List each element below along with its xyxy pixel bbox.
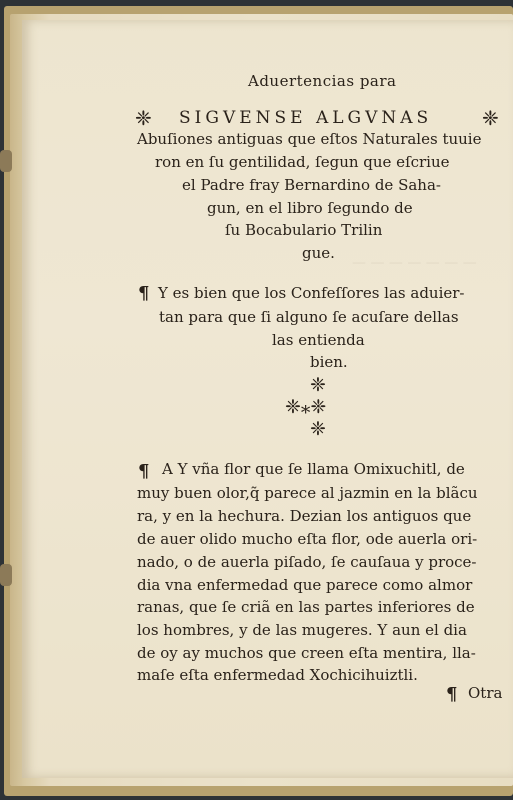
binding-tie-lower [0, 564, 12, 586]
body-line-1: A Y vña flor que ſe llama Omixuchitl, de [162, 460, 465, 478]
body-line-8: los hombres, y de las mugeres. Y aun el dia [137, 621, 467, 639]
flower-ornament-icon: ❈ [310, 418, 326, 440]
body-line-4: de auer olido mucho eſta flor, ode auerla ori- [137, 530, 478, 548]
running-header: Aduertencias para [248, 72, 397, 90]
intro-line-2: ron en ſu gentilidad, ſegun que eſcriue [155, 153, 450, 171]
flower-ornament-icon: ❈ [135, 106, 152, 130]
flower-ornament-icon: ❈ [310, 396, 327, 418]
paragraph-mark-icon: ¶ [138, 461, 150, 482]
intro-line-1: Abuſiones antiguas que eſtos Naturales tuuie [137, 130, 482, 148]
note-line-1: Y es bien que los Confeſſores las aduier- [158, 284, 465, 302]
note-line-4: bien. [310, 353, 348, 371]
bleed-through-shadow: — — — — — — — [352, 255, 477, 271]
body-line-2: muy buen olor,q̃ parece al jazmin en la blãcu [137, 484, 478, 502]
note-line-3: las entienda [272, 331, 365, 349]
body-line-5: nado, o de auerla piſado, ſe cauſaua y proce- [137, 553, 477, 571]
intro-line-3: el Padre fray Bernardino de Saha- [182, 176, 441, 194]
binding-tie-upper [0, 150, 12, 172]
catchword: Otra [468, 684, 503, 702]
flower-ornament-icon: ❈ [285, 396, 301, 418]
body-line-10: maſe eſta enfermedad Xochicihuiztli. [137, 666, 418, 684]
intro-line-5: ſu Bocabulario Trilin [225, 221, 383, 239]
body-line-9: de oy ay muchos que creen eſta mentira, lla- [137, 644, 476, 662]
intro-line-6: gue. [302, 244, 335, 262]
flower-ornament-icon: ❈ [482, 106, 499, 130]
body-line-3: ra, y en la hechura. Dezian los antiguos que [137, 507, 472, 525]
section-title: SIGVENSE ALGVNAS [179, 108, 433, 128]
paragraph-mark-icon: ¶ [446, 684, 458, 705]
book-page [22, 20, 513, 778]
paragraph-mark-icon: ¶ [138, 283, 150, 304]
intro-line-4: gun, en el libro ſegundo de [207, 199, 413, 217]
note-line-2: tan para que ſi alguno ſe acuſare dellas [159, 308, 459, 326]
star-ornament-icon: ⁎ [300, 396, 311, 418]
flower-ornament-icon: ❈ [310, 374, 326, 396]
body-line-6: dia vna enfermedad que parece como almor [137, 576, 473, 594]
body-line-7: ranas, que ſe criã en las partes inferiores de [137, 598, 475, 616]
ornament-cluster [285, 396, 326, 418]
